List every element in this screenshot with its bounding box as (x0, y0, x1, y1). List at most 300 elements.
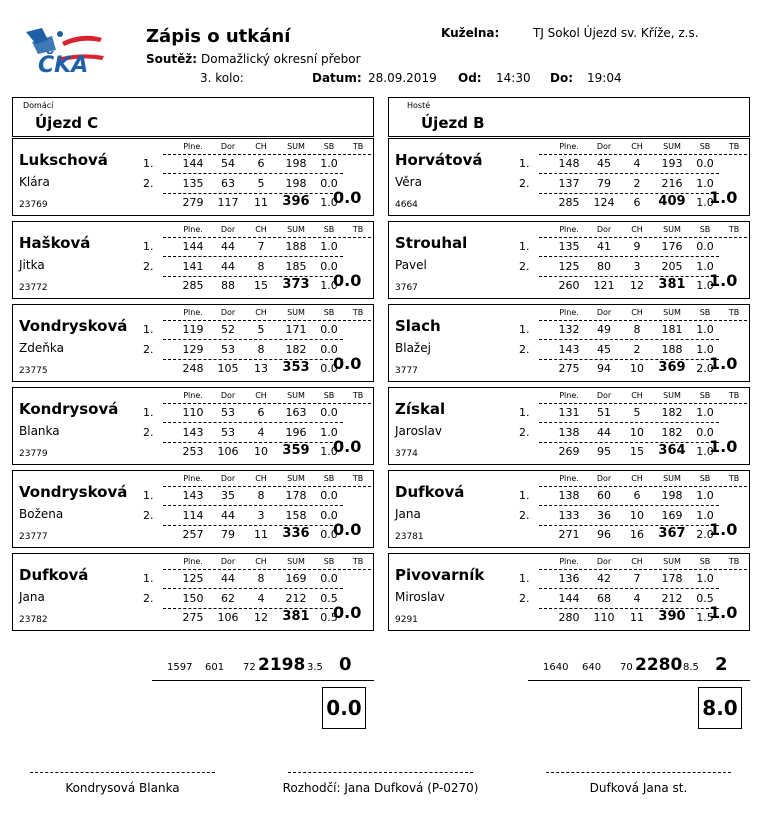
player-id: 3777 (395, 366, 418, 376)
column-header-sb: SB (699, 142, 711, 151)
header-divider (163, 569, 371, 570)
column-header-dor: Dor (220, 557, 236, 566)
total-dor: 79 (221, 528, 235, 541)
score-ch: 8 (633, 323, 641, 336)
column-header-ch: CH (631, 391, 643, 400)
column-header-ch: CH (255, 308, 267, 317)
score-sb: 1.0 (696, 572, 714, 585)
signature-line-home (30, 772, 215, 773)
score-sb: 1.0 (696, 343, 714, 356)
row-divider (163, 608, 343, 609)
total-sum: 353 (282, 360, 310, 375)
home-total-dor: 601 (205, 662, 225, 673)
total-sum: 367 (658, 526, 686, 541)
player-tb: 0.0 (333, 354, 362, 373)
row-divider (539, 588, 719, 589)
away-player-card (388, 470, 750, 548)
row-number: 1. (143, 323, 154, 336)
player-tb: 0.0 (333, 188, 362, 207)
home-final-score: 0.0 (322, 687, 366, 729)
row-number: 2. (519, 426, 530, 439)
column-header-tb: TB (352, 391, 364, 400)
score-plne: 150 (182, 592, 204, 605)
score-sum: 193 (661, 157, 683, 170)
home-total-sb: 3.5 (307, 662, 323, 673)
away-player-card (388, 387, 750, 465)
score-ch: 7 (257, 240, 265, 253)
player-tb: 0.0 (333, 271, 362, 290)
header-divider (539, 320, 747, 321)
score-plne: 119 (182, 323, 204, 336)
score-sb: 0.5 (320, 592, 338, 605)
away-player-card (388, 138, 750, 216)
total-plne: 279 (182, 196, 204, 209)
row-divider (163, 505, 343, 506)
row-divider (163, 339, 343, 340)
player-id: 23777 (19, 532, 48, 542)
home-player-card (12, 138, 374, 216)
row-number: 2. (143, 260, 154, 273)
total-sb: 1.0 (320, 279, 338, 292)
column-header-sb: SB (323, 474, 335, 483)
venue-label: Kuželna: (441, 26, 500, 40)
row-number: 1. (519, 572, 530, 585)
column-header-sb: SB (699, 225, 711, 234)
player-tb: 1.0 (709, 271, 738, 290)
row-number: 2. (143, 426, 154, 439)
away-total-dor: 640 (582, 662, 602, 673)
total-plne: 260 (558, 279, 580, 292)
total-sum: 390 (658, 609, 686, 624)
total-ch: 12 (630, 279, 644, 292)
player-first-name: Blažej (395, 341, 431, 355)
total-sum: 396 (282, 194, 310, 209)
total-sb: 1.0 (320, 196, 338, 209)
score-ch: 3 (257, 509, 265, 522)
column-header-dor: Dor (220, 474, 236, 483)
cka-logo (22, 22, 106, 78)
player-last-name: Získal (395, 400, 446, 418)
score-dor: 44 (221, 240, 235, 253)
date-value: 28.09.2019 (368, 71, 437, 85)
column-header-plne: Plne. (183, 391, 203, 400)
column-header-sum: SUM (287, 391, 305, 400)
total-plne: 275 (182, 611, 204, 624)
row-number: 1. (143, 572, 154, 585)
total-sum: 373 (282, 277, 310, 292)
total-ch: 13 (254, 362, 268, 375)
score-ch: 9 (633, 240, 641, 253)
player-first-name: Blanka (19, 424, 60, 438)
total-dor: 88 (221, 279, 235, 292)
score-sum: 169 (285, 572, 307, 585)
score-plne: 136 (558, 572, 580, 585)
home-total-sum: 2198 (258, 655, 306, 675)
home-team-name: Újezd C (35, 114, 99, 132)
score-dor: 52 (221, 323, 235, 336)
venue-value: TJ Sokol Újezd sv. Kříže, z.s. (533, 26, 699, 40)
column-header-sb: SB (699, 557, 711, 566)
row-divider (163, 173, 343, 174)
column-header-sum: SUM (287, 142, 305, 151)
player-id: 23782 (19, 615, 48, 625)
away-team-name: Újezd B (421, 114, 485, 132)
total-sum: 364 (658, 443, 686, 458)
column-header-tb: TB (728, 557, 740, 566)
signature-away: Dufková Jana st. (589, 781, 688, 795)
score-sb: 1.0 (696, 260, 714, 273)
column-header-dor: Dor (220, 142, 236, 151)
column-header-sum: SUM (663, 474, 681, 483)
total-sb: 1.0 (320, 445, 338, 458)
score-sum: 158 (285, 509, 307, 522)
row-number: 1. (143, 157, 154, 170)
column-header-tb: TB (728, 142, 740, 151)
column-header-ch: CH (255, 391, 267, 400)
round-label: 3. kolo: (200, 71, 244, 85)
home-total-ch: 72 (243, 662, 256, 673)
column-header-dor: Dor (596, 474, 612, 483)
row-number: 2. (143, 177, 154, 190)
column-header-plne: Plne. (183, 474, 203, 483)
row-divider (163, 359, 343, 360)
player-id: 9291 (395, 615, 418, 625)
column-header-plne: Plne. (559, 474, 579, 483)
score-plne: 125 (558, 260, 580, 273)
column-header-sum: SUM (663, 142, 681, 151)
player-id: 4664 (395, 200, 418, 210)
signature-line-referee (288, 772, 473, 773)
score-plne: 132 (558, 323, 580, 336)
score-plne: 144 (182, 157, 204, 170)
player-last-name: Lukschová (19, 151, 108, 169)
player-id: 23775 (19, 366, 48, 376)
score-plne: 141 (182, 260, 204, 273)
score-sum: 181 (661, 323, 683, 336)
total-ch: 12 (254, 611, 268, 624)
column-header-plne: Plne. (559, 142, 579, 151)
row-divider (539, 525, 719, 526)
score-sb: 0.0 (320, 323, 338, 336)
column-header-sum: SUM (287, 308, 305, 317)
column-header-ch: CH (631, 225, 643, 234)
score-sum: 176 (661, 240, 683, 253)
row-number: 2. (519, 260, 530, 273)
competition-value: Domažlický okresní přebor (201, 52, 361, 66)
score-sum: 163 (285, 406, 307, 419)
score-plne: 144 (182, 240, 204, 253)
player-last-name: Kondrysová (19, 400, 119, 418)
player-last-name: Strouhal (395, 234, 468, 252)
home-player-card (12, 553, 374, 631)
signature-referee: Rozhodčí: Jana Dufková (P-0270) (282, 781, 479, 795)
score-dor: 36 (597, 509, 611, 522)
score-ch: 10 (630, 426, 644, 439)
score-dor: 49 (597, 323, 611, 336)
player-id: 23781 (395, 532, 424, 542)
score-dor: 62 (221, 592, 235, 605)
score-sum: 196 (285, 426, 307, 439)
column-header-sum: SUM (287, 225, 305, 234)
score-sb: 0.0 (320, 509, 338, 522)
total-dor: 95 (597, 445, 611, 458)
player-first-name: Pavel (395, 258, 427, 272)
score-sum: 188 (285, 240, 307, 253)
column-header-plne: Plne. (183, 308, 203, 317)
total-plne: 248 (182, 362, 204, 375)
score-plne: 143 (558, 343, 580, 356)
score-dor: 45 (597, 157, 611, 170)
column-header-plne: Plne. (559, 308, 579, 317)
column-header-sum: SUM (663, 225, 681, 234)
total-plne: 253 (182, 445, 204, 458)
start-value: 14:30 (496, 71, 531, 85)
column-header-dor: Dor (220, 225, 236, 234)
column-header-sum: SUM (663, 308, 681, 317)
column-header-plne: Plne. (183, 557, 203, 566)
score-dor: 45 (597, 343, 611, 356)
row-divider (539, 339, 719, 340)
start-label: Od: (458, 71, 482, 85)
player-last-name: Vondrysková (19, 317, 128, 335)
total-sum: 359 (282, 443, 310, 458)
total-dor: 124 (593, 196, 615, 209)
score-ch: 7 (633, 572, 641, 585)
total-plne: 285 (182, 279, 204, 292)
score-ch: 6 (257, 157, 265, 170)
total-plne: 285 (558, 196, 580, 209)
total-dor: 106 (217, 611, 239, 624)
total-sum: 381 (282, 609, 310, 624)
total-ch: 15 (630, 445, 644, 458)
total-dor: 105 (217, 362, 239, 375)
total-dor: 106 (217, 445, 239, 458)
header-divider (539, 569, 747, 570)
total-plne: 271 (558, 528, 580, 541)
score-sb: 0.0 (320, 572, 338, 585)
column-header-sum: SUM (287, 474, 305, 483)
column-header-tb: TB (352, 308, 364, 317)
score-ch: 4 (633, 592, 641, 605)
total-dor: 117 (217, 196, 239, 209)
total-plne: 257 (182, 528, 204, 541)
column-header-plne: Plne. (183, 142, 203, 151)
score-sum: 212 (285, 592, 307, 605)
column-header-dor: Dor (596, 308, 612, 317)
column-header-dor: Dor (220, 391, 236, 400)
score-dor: 53 (221, 426, 235, 439)
column-header-plne: Plne. (183, 225, 203, 234)
score-plne: 138 (558, 489, 580, 502)
row-number: 2. (519, 177, 530, 190)
score-sum: 178 (661, 572, 683, 585)
row-divider (163, 276, 343, 277)
player-tb: 1.0 (709, 520, 738, 539)
player-tb: 1.0 (709, 354, 738, 373)
column-header-tb: TB (352, 142, 364, 151)
row-number: 1. (143, 406, 154, 419)
row-number: 2. (519, 343, 530, 356)
player-last-name: Hašková (19, 234, 91, 252)
total-ch: 11 (254, 528, 268, 541)
score-sum: 198 (285, 157, 307, 170)
score-plne: 135 (558, 240, 580, 253)
score-sum: 169 (661, 509, 683, 522)
total-plne: 275 (558, 362, 580, 375)
row-divider (539, 505, 719, 506)
home-label: Domácí (23, 101, 54, 110)
column-header-sum: SUM (663, 557, 681, 566)
total-ch: 11 (254, 196, 268, 209)
column-header-ch: CH (631, 474, 643, 483)
header-divider (539, 154, 747, 155)
total-plne: 269 (558, 445, 580, 458)
score-sb: 0.0 (696, 157, 714, 170)
score-dor: 44 (221, 260, 235, 273)
row-divider (539, 359, 719, 360)
away-final-score: 8.0 (698, 687, 742, 729)
player-id: 3774 (395, 449, 418, 459)
total-ch: 11 (630, 611, 644, 624)
player-tb: 1.0 (709, 437, 738, 456)
row-divider (539, 256, 719, 257)
score-ch: 6 (257, 406, 265, 419)
column-header-dor: Dor (596, 391, 612, 400)
player-first-name: Klára (19, 175, 50, 189)
player-tb: 0.0 (333, 520, 362, 539)
signature-home: Kondrysová Blanka (65, 781, 180, 795)
header-divider (539, 403, 747, 404)
score-sb: 1.0 (320, 240, 338, 253)
column-header-sb: SB (699, 474, 711, 483)
total-ch: 16 (630, 528, 644, 541)
home-total-tb: 0 (339, 654, 352, 675)
row-number: 2. (519, 509, 530, 522)
score-dor: 44 (221, 509, 235, 522)
score-sum: 171 (285, 323, 307, 336)
column-header-sum: SUM (287, 557, 305, 566)
score-sb: 0.5 (696, 592, 714, 605)
player-first-name: Božena (19, 507, 64, 521)
score-ch: 5 (257, 177, 265, 190)
column-header-ch: CH (255, 557, 267, 566)
score-sum: 198 (285, 177, 307, 190)
score-plne: 148 (558, 157, 580, 170)
score-sb: 0.0 (320, 489, 338, 502)
column-header-sb: SB (699, 391, 711, 400)
total-ch: 10 (254, 445, 268, 458)
column-header-tb: TB (352, 557, 364, 566)
home-player-card (12, 470, 374, 548)
score-sum: 188 (661, 343, 683, 356)
score-dor: 53 (221, 406, 235, 419)
score-plne: 138 (558, 426, 580, 439)
row-number: 1. (519, 489, 530, 502)
row-divider (539, 173, 719, 174)
total-sb: 1.5 (696, 611, 714, 624)
column-header-dor: Dor (596, 225, 612, 234)
score-dor: 35 (221, 489, 235, 502)
score-sum: 185 (285, 260, 307, 273)
player-last-name: Dufková (395, 483, 465, 501)
total-ch: 10 (630, 362, 644, 375)
score-plne: 137 (558, 177, 580, 190)
column-header-ch: CH (631, 557, 643, 566)
total-sb: 2.0 (696, 528, 714, 541)
player-tb: 0.0 (333, 603, 362, 622)
header-divider (163, 486, 371, 487)
competition-label: Soutěž: (146, 52, 198, 66)
score-plne: 143 (182, 426, 204, 439)
logo-text: ČKA (38, 53, 89, 78)
player-id: 23779 (19, 449, 48, 459)
total-dor: 110 (593, 611, 615, 624)
score-ch: 8 (257, 572, 265, 585)
score-plne: 144 (558, 592, 580, 605)
total-sb: 0.0 (320, 362, 338, 375)
score-sum: 216 (661, 177, 683, 190)
player-tb: 0.0 (333, 437, 362, 456)
score-plne: 143 (182, 489, 204, 502)
header-divider (163, 154, 371, 155)
column-header-plne: Plne. (559, 225, 579, 234)
column-header-ch: CH (631, 308, 643, 317)
score-dor: 63 (221, 177, 235, 190)
column-header-plne: Plne. (559, 391, 579, 400)
column-header-ch: CH (255, 142, 267, 151)
player-id: 3767 (395, 283, 418, 293)
total-sum: 336 (282, 526, 310, 541)
column-header-tb: TB (352, 474, 364, 483)
column-header-tb: TB (728, 391, 740, 400)
total-sb: 2.0 (696, 362, 714, 375)
score-dor: 80 (597, 260, 611, 273)
player-tb: 1.0 (709, 188, 738, 207)
score-dor: 44 (597, 426, 611, 439)
player-first-name: Jana (395, 507, 421, 521)
score-sum: 182 (661, 426, 683, 439)
signature-line-away (546, 772, 731, 773)
score-plne: 110 (182, 406, 204, 419)
row-number: 2. (143, 343, 154, 356)
column-header-ch: CH (255, 474, 267, 483)
column-header-sb: SB (323, 557, 335, 566)
score-ch: 2 (633, 343, 641, 356)
row-number: 2. (519, 592, 530, 605)
home-player-card (12, 387, 374, 465)
total-dor: 94 (597, 362, 611, 375)
row-divider (163, 525, 343, 526)
total-sum: 381 (658, 277, 686, 292)
column-header-dor: Dor (596, 557, 612, 566)
away-total-ch: 70 (620, 662, 633, 673)
away-player-card (388, 221, 750, 299)
player-first-name: Zdeňka (19, 341, 64, 355)
total-sb: 0.5 (320, 611, 338, 624)
score-sb: 0.0 (320, 260, 338, 273)
score-dor: 60 (597, 489, 611, 502)
column-header-sb: SB (699, 308, 711, 317)
row-divider (539, 442, 719, 443)
score-ch: 5 (257, 323, 265, 336)
row-number: 1. (143, 240, 154, 253)
home-player-card (12, 221, 374, 299)
column-header-ch: CH (255, 225, 267, 234)
score-sb: 0.0 (320, 177, 338, 190)
header-divider (539, 486, 747, 487)
home-team-box (12, 97, 374, 137)
player-last-name: Vondrysková (19, 483, 128, 501)
